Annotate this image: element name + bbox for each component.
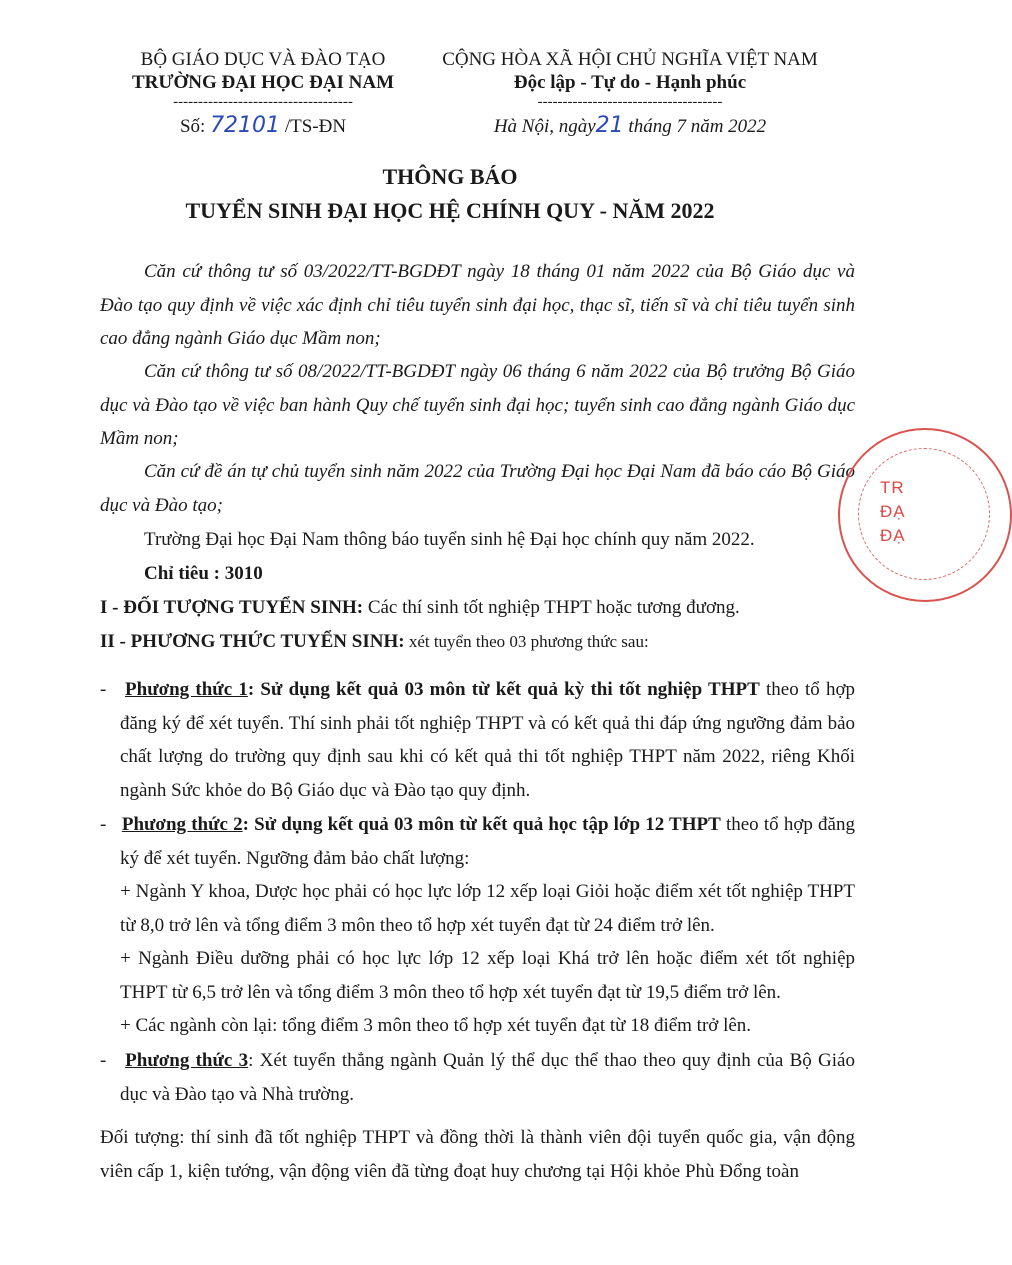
issue-date [420, 114, 840, 138]
method-2-item-2: + Ngành Điều dưỡng phải có học lực lớp 12 xếp loại Khá trở lên hoặc điểm xét tốt nghiệp THPT từ 6,5 trở lên và tổng điểm 3 môn theo tổ hợp xét tuyển đạt từ 19,5 điểm trở lên. [120, 948, 855, 1003]
official-seal [838, 428, 1012, 602]
method-1: - Phương thức 1: Sử dụng kết quả 03 môn từ kết quả kỳ thi tốt nghiệp THPT theo tổ hợp đăng ký để xét tuyển. Thí sinh phải tốt nghiệp THPT và có kết quả thi đáp ứng ngưỡng đảm bảo chất lượng do trường quy định sau khi có kết quả thi tốt nghiệp THPT năm 2022, riêng Khối ngành Sức khỏe do Bộ Giáo dục và Đào tạo quy định. [100, 679, 855, 801]
header-left [118, 48, 408, 138]
method-3-label: Phương thức 3 [125, 1050, 249, 1071]
section-2 [100, 625, 855, 659]
method-2-item-3: + Các ngành còn lại: tổng điểm 3 môn theo tổ hợp xét tuyển đạt từ 18 điểm trở lên. [120, 1015, 752, 1036]
method-1-text: theo tổ hợp đăng ký để xét tuyển. Thí sinh phải tốt nghiệp THPT và có kết quả thi đáp ứng ngưỡng đảm bảo chất lượng do trường quy định sau khi có kết quả thi tốt nghiệp THPT năm 2022, riêng Khối ngành Sức khỏe do Bộ Giáo dục và Đào tạo quy định. [120, 679, 855, 801]
divider-right: ------------------------------------- [537, 94, 723, 110]
section-2-heading: II - PHƯƠNG THỨC TUYỂN SINH: [100, 631, 405, 652]
basis-paragraph-2: Căn cứ thông tư số 08/2022/TT-BGDĐT ngày 06 tháng 6 năm 2022 của Bộ trưởng Bộ Giáo dục và Đào tạo về việc ban hành Quy chế tuyển sinh đại học; tuyển sinh cao đẳng ngành Giáo dục Mầm non; [100, 361, 855, 449]
date-prefix: Hà Nội, ngày [493, 116, 596, 137]
eligibility-paragraph: Đối tượng: thí sinh đã tốt nghiệp THPT và đồng thời là thành viên đội tuyển quốc gia, vận động viên cấp 1, kiện tướng, vận động viên đã từng đoạt huy chương tại Hội khỏe Phù Đổng toàn [100, 1127, 855, 1182]
method-2-text: theo tổ hợp đăng ký để xét tuyển. Ngưỡng đảm bảo chất lượng: [120, 814, 855, 869]
method-1-bold: Sử dụng kết quả 03 môn từ kết quả kỳ thi tốt nghiệp THPT [260, 679, 760, 700]
reference-number [118, 114, 408, 138]
method-1-label: Phương thức 1 [125, 679, 248, 700]
document-title: THÔNG BÁO [382, 164, 518, 189]
seal-inner-ring [858, 448, 990, 580]
section-2-text: xét tuyển theo 03 phương thức sau: [404, 632, 649, 651]
header-right [420, 48, 840, 138]
divider-left: ------------------------------------ [173, 94, 353, 110]
section-1 [100, 591, 855, 625]
ref-prefix: Số: [179, 116, 206, 137]
document-subtitle: TUYỂN SINH ĐẠI HỌC HỆ CHÍNH QUY - NĂM 2022 [185, 198, 715, 223]
method-2-bold: Sử dụng kết quả 03 môn từ kết quả học tập lớp 12 THPT [254, 814, 721, 835]
basis-paragraph-1: Căn cứ thông tư số 03/2022/TT-BGDĐT ngày 18 tháng 01 năm 2022 của Bộ Giáo dục và Đào tạo quy định về việc xác định chỉ tiêu tuyển sinh đại học, thạc sĩ, tiến sĩ và chỉ tiêu tuyển sinh cao đẳng ngành Giáo dục Mầm non; [100, 261, 855, 349]
section-1-heading: I - ĐỐI TƯỢNG TUYỂN SINH: [100, 597, 364, 618]
section-1-text: Các thí sinh tốt nghiệp THPT hoặc tương đương. [363, 597, 740, 618]
date-handwritten-day: 21 [595, 113, 624, 138]
method-2-label: Phương thức 2 [121, 814, 243, 835]
quota-line: Chỉ tiêu : 3010 [144, 563, 263, 584]
school-name: TRƯỜNG ĐẠI HỌC ĐẠI NAM [131, 72, 395, 93]
country-name: CỘNG HÒA XÃ HỘI CHỦ NGHĨA VIỆT NAM [442, 49, 818, 70]
basis-paragraph-3: Căn cứ đề án tự chủ tuyển sinh năm 2022 của Trường Đại học Đại Nam đã báo cáo Bộ Giáo dục và Đào tạo; [100, 461, 855, 516]
ref-suffix: /TS-ĐN [284, 116, 347, 137]
ref-handwritten-number: 72101 [210, 113, 281, 138]
date-suffix: tháng 7 năm 2022 [623, 116, 767, 137]
seal-text: TR ĐẠ ĐẠ [880, 478, 906, 545]
intro-paragraph: Trường Đại học Đại Nam thông báo tuyển sinh hệ Đại học chính quy năm 2022. [144, 529, 755, 550]
method-2-item-1: + Ngành Y khoa, Dược học phải có học lực lớp 12 xếp loại Giỏi hoặc điểm xét tốt nghiệp THPT từ 8,0 trở lên và tổng điểm 3 môn theo tổ hợp xét tuyển đạt từ 24 điểm trở lên. [120, 881, 855, 936]
method-3: - Phương thức 3: Xét tuyển thẳng ngành Quản lý thể dục thể thao theo quy định của Bộ Giáo dục và Đào tạo và Nhà trường. [100, 1050, 855, 1105]
national-motto: Độc lập - Tự do - Hạnh phúc [513, 72, 747, 93]
method-2: - Phương thức 2: Sử dụng kết quả 03 môn từ kết quả học tập lớp 12 THPT theo tổ hợp đăng ký để xét tuyển. Ngưỡng đảm bảo chất lượng: + Ngành Y khoa, Dược học phải có học lực lớp 12 xếp loại Giỏi hoặc điểm xét tốt nghiệp THPT từ 8,0 trở lên và tổng điểm 3 môn theo tổ hợp xét tuyển đạt từ 24 điểm trở lên. + Ngành Điều dưỡng phải có học lực lớp 12 xếp loại Khá trở lên hoặc điểm xét tốt nghiệp THPT từ 6,5 trở lên và tổng điểm 3 môn theo tổ hợp xét tuyển đạt từ 19,5 điểm trở lên. + Các ngành còn lại: tổng điểm 3 môn theo tổ hợp xét tuyển đạt từ 18 điểm trở lên. [100, 808, 855, 1043]
method-3-text: Xét tuyển thẳng ngành Quản lý thể dục thể thao theo quy định của Bộ Giáo dục và Đào tạo và Nhà trường. [120, 1050, 855, 1105]
ministry-name: BỘ GIÁO DỤC VÀ ĐÀO TẠO [140, 49, 386, 70]
